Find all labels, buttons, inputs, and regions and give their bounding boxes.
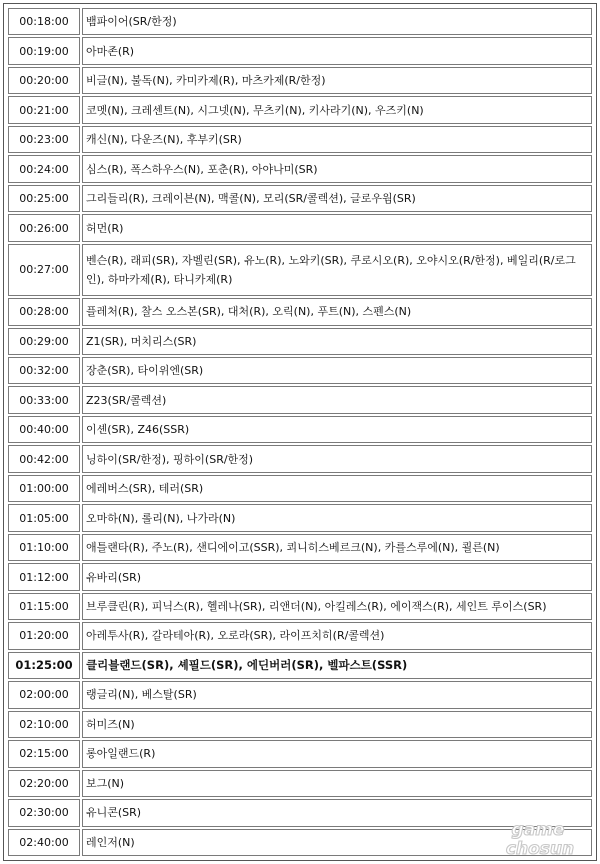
table-row (8, 740, 592, 767)
build-time-cell: 00:33:00 (8, 386, 80, 413)
build-time-cell: 00:42:00 (8, 445, 80, 472)
table-row (8, 185, 592, 212)
watermark-line1: game (511, 820, 565, 840)
build-time-cell: 00:32:00 (8, 357, 80, 384)
ship-list-cell: 허미즈(N) (82, 711, 592, 738)
build-time-cell: 00:21:00 (8, 96, 80, 123)
ship-list-cell: 코멧(N), 크레센트(N), 시그넷(N), 무츠키(N), 키사라기(N), 우즈키(N) (82, 96, 592, 123)
table-row (8, 711, 592, 738)
ship-list-cell: 뱀파이어(SR/한정) (82, 8, 592, 35)
ship-list-cell: 유바리(SR) (82, 563, 592, 590)
ship-list-cell: 보그(N) (82, 770, 592, 797)
ship-list-cell: 장춘(SR), 타이위엔(SR) (82, 357, 592, 384)
build-time-cell: 00:19:00 (8, 37, 80, 64)
ship-list-cell: 이셴(SR), Z46(SSR) (82, 416, 592, 443)
ship-list-cell: 클리블랜드(SR), 셰필드(SR), 에딘버러(SR), 벨파스트(SSR) (82, 652, 592, 679)
build-time-cell: 01:10:00 (8, 534, 80, 561)
ship-list-cell: 레인저(N) (82, 829, 592, 857)
ship-list-cell: 닝하이(SR/한정), 핑하이(SR/한정) (82, 445, 592, 472)
table-row (8, 214, 592, 241)
build-time-cell: 00:24:00 (8, 155, 80, 182)
build-time-cell: 02:20:00 (8, 770, 80, 797)
table-row (8, 681, 592, 708)
ship-list-cell: Z23(SR/콜렉션) (82, 386, 592, 413)
table-row (8, 8, 592, 35)
ship-list-cell: 롱아일랜드(R) (82, 740, 592, 767)
table-row (8, 829, 592, 857)
build-time-cell: 02:15:00 (8, 740, 80, 767)
build-time-cell: 01:15:00 (8, 593, 80, 620)
build-time-cell: 00:18:00 (8, 8, 80, 35)
ship-list-cell: Z1(SR), 머치리스(SR) (82, 328, 592, 355)
build-time-cell: 00:28:00 (8, 298, 80, 325)
build-time-cell: 00:40:00 (8, 416, 80, 443)
build-time-cell: 02:40:00 (8, 829, 80, 857)
build-time-table (6, 6, 594, 858)
build-time-cell: 00:23:00 (8, 126, 80, 153)
table-row (8, 622, 592, 649)
build-time-cell: 00:20:00 (8, 67, 80, 94)
table-row (8, 298, 592, 325)
table-row (8, 534, 592, 561)
table-row (8, 328, 592, 355)
table-row (8, 386, 592, 413)
table-row (8, 126, 592, 153)
table-row (8, 593, 592, 620)
table-row (8, 563, 592, 590)
table-row (8, 799, 592, 826)
ship-list-cell: 그리들리(R), 크레이븐(N), 맥콜(N), 모리(SR/콜렉션), 글로우웜(SR) (82, 185, 592, 212)
build-time-cell: 01:20:00 (8, 622, 80, 649)
ship-list-cell: 유니콘(SR) (82, 799, 592, 826)
watermark-line2: chosun (505, 839, 575, 858)
build-time-cell: 02:30:00 (8, 799, 80, 826)
table-row (8, 416, 592, 443)
table-row (8, 770, 592, 797)
ship-list-cell: 허먼(R) (82, 214, 592, 241)
build-time-cell: 00:27:00 (8, 244, 80, 296)
ship-list-cell: 아마존(R) (82, 37, 592, 64)
ship-list-cell: 아레투사(R), 갈라테아(R), 오로라(SR), 라이프치히(R/콜렉션) (82, 622, 592, 649)
ship-list-cell: 캐신(N), 다운즈(N), 후부키(SR) (82, 126, 592, 153)
ship-list-cell: 플레처(R), 찰스 오스본(SR), 대처(R), 오릭(N), 푸트(N), 스펜스(N) (82, 298, 592, 325)
table-row (8, 652, 592, 679)
table-row (8, 67, 592, 94)
ship-list-cell: 랭글리(N), 베스탈(SR) (82, 681, 592, 708)
table-row (8, 445, 592, 472)
build-time-cell: 01:00:00 (8, 475, 80, 502)
ship-list-cell: 오마하(N), 롤리(N), 나가라(N) (82, 504, 592, 531)
build-time-cell: 00:26:00 (8, 214, 80, 241)
ship-list-cell: 애틀랜타(R), 주노(R), 샌디에이고(SSR), 쾨니히스베르크(N), 카를스루에(N), 쾰른(N) (82, 534, 592, 561)
ship-list-cell: 에레버스(SR), 테러(SR) (82, 475, 592, 502)
ship-list-cell: 브루클린(R), 피닉스(R), 헬레나(SR), 리앤더(N), 아킬레스(R), 에이잭스(R), 세인트 루이스(SR) (82, 593, 592, 620)
build-time-cell: 00:29:00 (8, 328, 80, 355)
build-time-cell: 02:10:00 (8, 711, 80, 738)
table-row (8, 504, 592, 531)
ship-list-cell: 심스(R), 폭스하우스(N), 포춘(R), 아야나미(SR) (82, 155, 592, 182)
build-time-cell: 01:05:00 (8, 504, 80, 531)
table-row (8, 37, 592, 64)
ship-list-cell: 벤슨(R), 래피(SR), 자벨린(SR), 유노(R), 노와키(SR), 쿠로시오(R), 오야시오(R/한정), 베일리(R/로그인), 하마카제(R), 타니카제(R) (82, 244, 592, 296)
build-time-cell: 01:25:00 (8, 652, 80, 679)
table-row (8, 357, 592, 384)
table-row (8, 475, 592, 502)
table-row (8, 155, 592, 182)
build-time-cell: 01:12:00 (8, 563, 80, 590)
build-time-cell: 00:25:00 (8, 185, 80, 212)
table-row (8, 96, 592, 123)
build-time-cell: 02:00:00 (8, 681, 80, 708)
ship-list-cell: 비글(N), 불독(N), 카미카제(R), 마츠카제(R/한정) (82, 67, 592, 94)
table-row (8, 244, 592, 296)
